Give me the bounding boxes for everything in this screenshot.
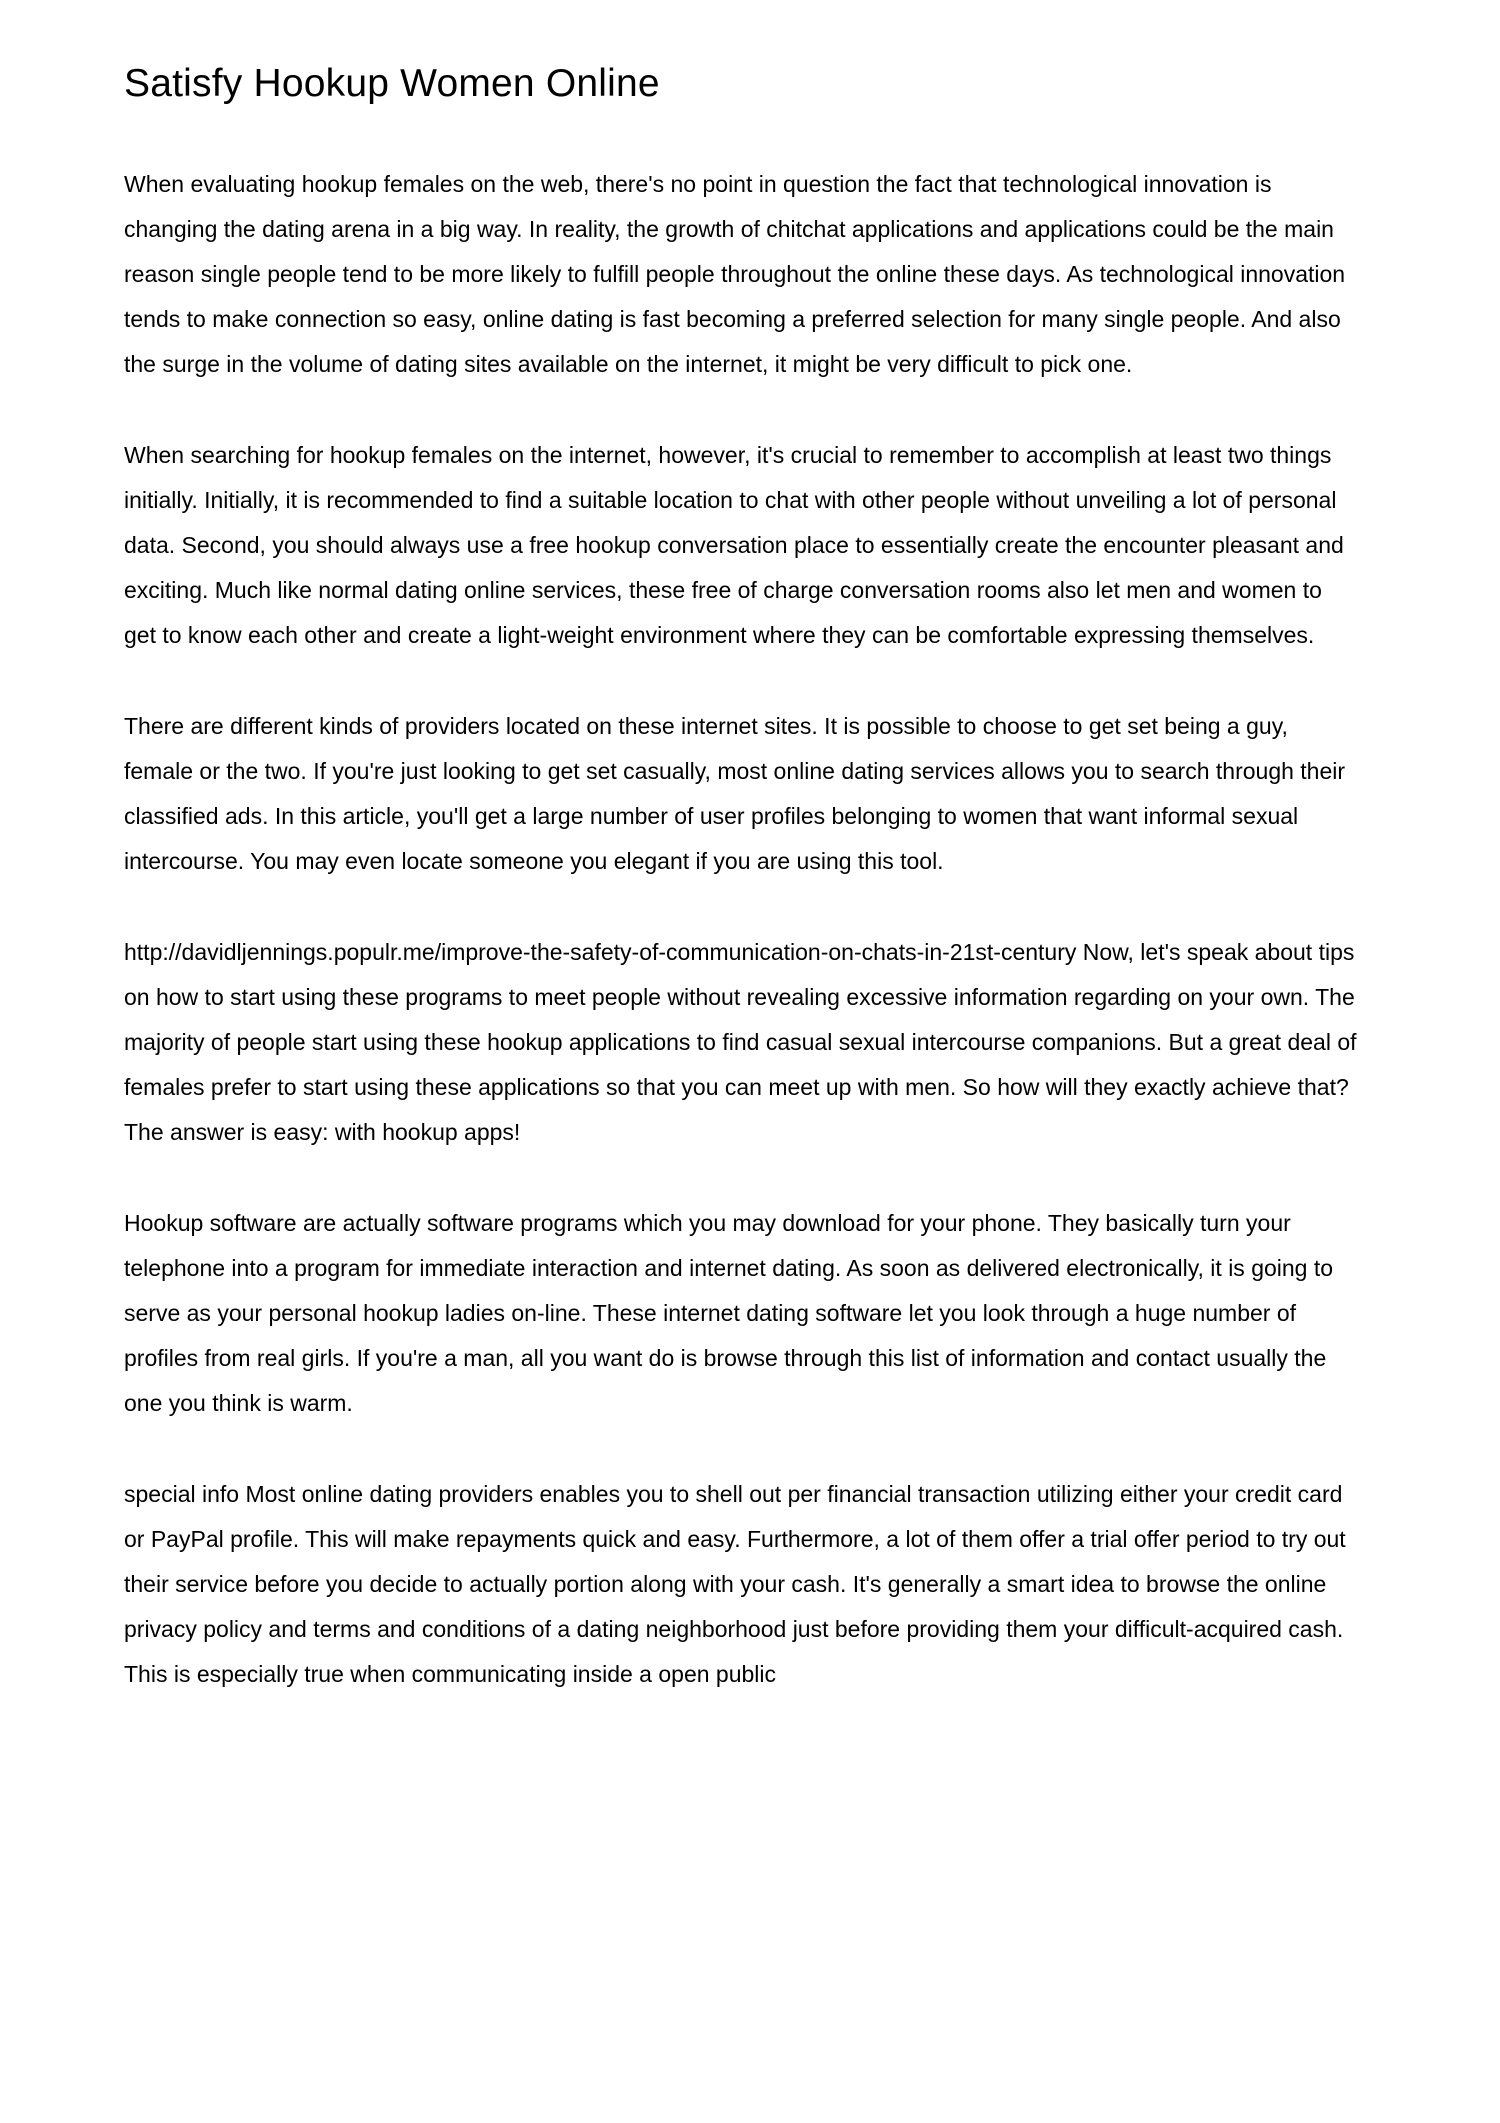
paragraph: When evaluating hookup females on the web, there's no point in question the fact that technological innovation is changing the dating arena in a big way. In reality, the growth of chitchat applications and applications could be the main reason single people tend to be more likely to fulfill people throughout the online these days. As technological innovation tends to make connection so easy, online dating is fast becoming a preferred selection for many single people. And also the surge in the volume of dating sites available on the internet, it might be very difficult to pick one. xyxy=(124,171,1346,377)
paragraph: There are different kinds of providers located on these internet sites. It is possible to choose to get set being a guy, female or the two. If you're just looking to get set casually, most online dating services allows you to search through their classified ads. In this article, you'll get a large number of user profiles belonging to women that want informal sexual intercourse. You may even locate someone you elegant if you are using this tool. xyxy=(124,713,1346,874)
paragraph: When searching for hookup females on the internet, however, it's crucial to remember to accomplish at least two things initially. Initially, it is recommended to find a suitable location to chat with other people without unveiling a lot of personal data. Second, you should always use a free hookup conversation place to essentially create the encounter pleasant and exciting. Much like normal dating online services, these free of charge conversation rooms also let men and women to get to know each other and create a light-weight environment where they can be comfortable expressing themselves. xyxy=(124,442,1344,648)
paragraph: Hookup software are actually software programs which you may download for your phone. They basically turn your telephone into a program for immediate interaction and internet dating. As soon as delivered electronically, it is going to serve as your personal hookup ladies on-line. These internet dating software let you look through a huge number of profiles from real girls. If you're a man, all you want do is browse through this list of information and contact usually the one you think is warm. xyxy=(124,1210,1334,1416)
paragraph: http://davidljennings.populr.me/improve-the-safety-of-communication-on-chats-in-21st-century Now, let's speak about tips on how to start using these programs to meet people without revealing excessive information regarding on your own. The majority of people start using these hookup applications to find casual sexual intercourse companions. But a great deal of females prefer to start using these applications so that you can meet up with men. So how will they exactly achieve that? The answer is easy: with hookup apps! xyxy=(124,939,1357,1145)
paragraph: special info Most online dating providers enables you to shell out per financial transaction utilizing either your credit card or PayPal profile. This will make repayments quick and easy. Furthermore, a lot of them offer a trial offer period to try out their service before you decide to actually portion along with your cash. It's generally a smart idea to browse the online privacy policy and terms and conditions of a dating neighborhood just before providing them your difficult-acquired cash. This is especially true when communicating inside a open public xyxy=(124,1481,1346,1687)
page-title: Satisfy Hookup Women Online xyxy=(124,62,660,105)
